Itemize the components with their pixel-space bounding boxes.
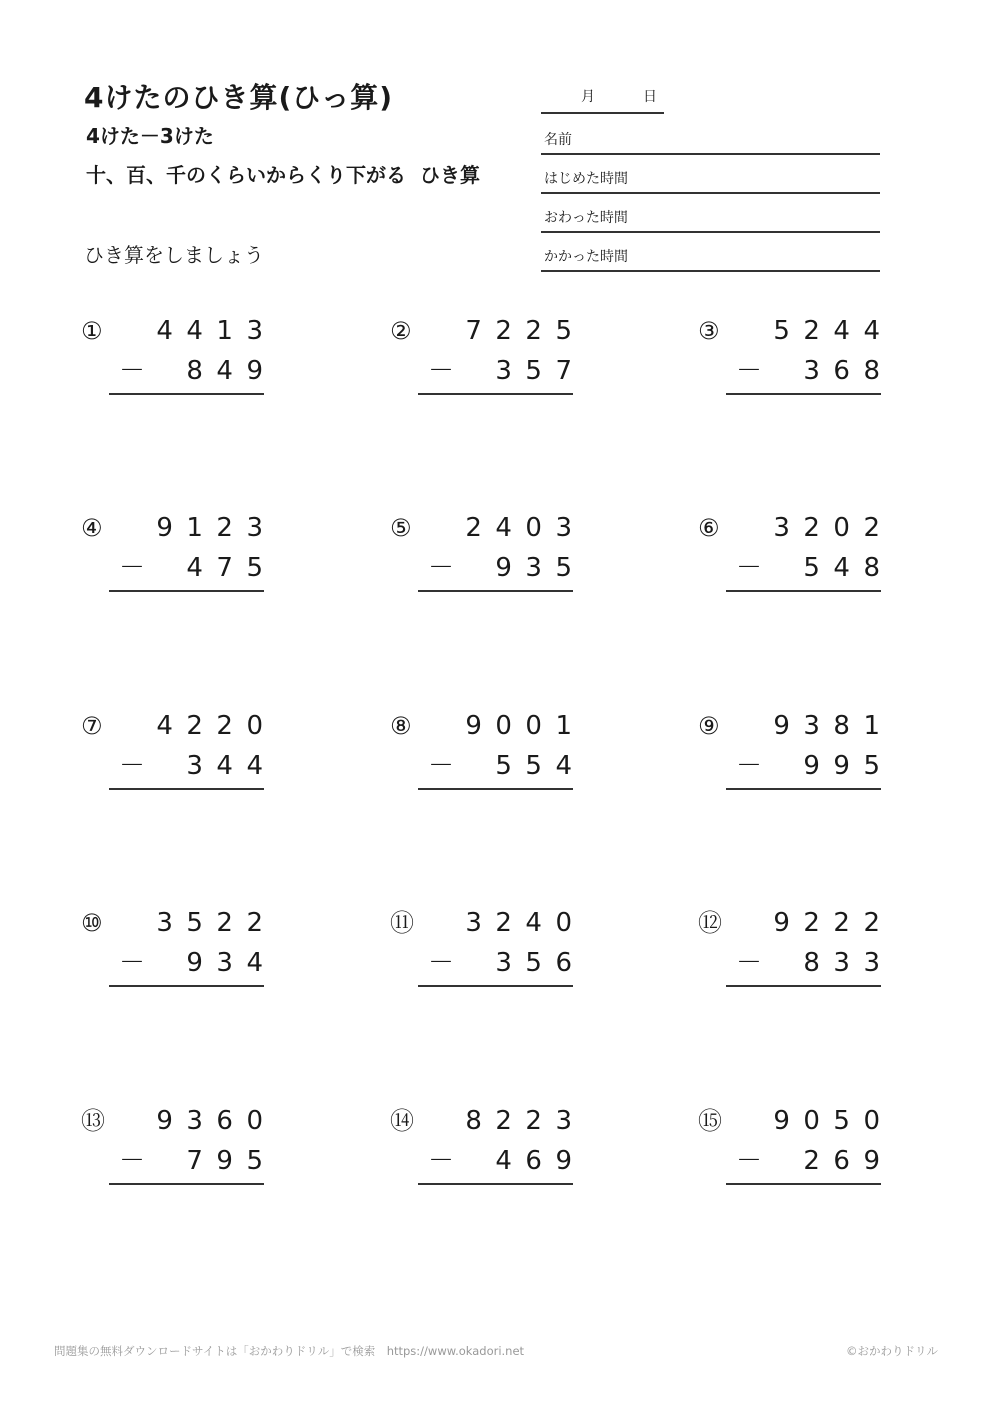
minuend: 7225 [465,316,586,346]
subtrahend: 475 [186,553,277,583]
problem-9 [698,711,894,791]
problem-8 [390,711,586,791]
minus-sign: － [736,1146,763,1176]
answer-line[interactable] [726,393,881,395]
worksheet-title: 4けたのひき算(ひっ算) [84,81,394,114]
name-field[interactable] [541,116,880,155]
minuend: 9001 [465,711,586,741]
problem-11 [390,908,586,988]
subtrahend: 269 [803,1146,894,1176]
subtrahend: 356 [495,948,586,978]
minus-sign: － [119,948,146,978]
problem-number: ⑥ [698,514,720,542]
answer-line[interactable] [726,590,881,592]
worksheet-subtitle: 4けた－3けた [86,124,214,148]
problem-number: ⑤ [390,514,412,542]
footer-site-note: 問題集の無料ダウンロードサイトは「おかわりドリル」で検索 https://www.okadori.net [54,1344,525,1358]
end-time-field[interactable] [541,194,880,233]
topic-main: 十、百、千のくらいからくり下がる [86,163,406,187]
problem-3 [698,316,894,396]
minuend: 3202 [773,513,894,543]
minuend: 4220 [156,711,277,741]
minuend: 9360 [156,1106,277,1136]
elapsed-time-label: かかった時間 [544,249,628,265]
problem-number: ⑫ [698,909,722,937]
answer-line[interactable] [726,1183,881,1185]
start-time-field[interactable] [541,155,880,194]
minuend: 9050 [773,1106,894,1136]
minus-sign: － [736,751,763,781]
problem-number: ⑦ [81,712,103,740]
minus-sign: － [428,553,455,583]
problem-4 [81,513,277,593]
worksheet-topic [86,159,480,188]
day-label: 日 [643,89,657,105]
subtrahend: 795 [186,1146,277,1176]
elapsed-time-field[interactable] [541,233,880,272]
instruction-text: ひき算をしましょう [84,243,264,267]
minus-sign: － [119,751,146,781]
problem-2 [390,316,586,396]
problem-number: ⑬ [81,1107,105,1135]
end-time-label: おわった時間 [544,210,628,226]
problem-number: ③ [698,317,720,345]
problem-15 [698,1106,894,1186]
subtrahend: 849 [186,356,277,386]
minus-sign: － [119,1146,146,1176]
minuend: 5244 [773,316,894,346]
month-label: 月 [581,89,595,105]
problem-13 [81,1106,277,1186]
subtrahend: 469 [495,1146,586,1176]
problem-number: ⑨ [698,712,720,740]
minus-sign: － [428,1146,455,1176]
name-label: 名前 [544,132,572,148]
date-field[interactable] [541,84,664,114]
problem-14 [390,1106,586,1186]
answer-line[interactable] [109,393,264,395]
answer-line[interactable] [109,590,264,592]
minus-sign: － [736,356,763,386]
minuend: 3240 [465,908,586,938]
minuend: 9222 [773,908,894,938]
problem-number: ④ [81,514,103,542]
answer-line[interactable] [726,985,881,987]
problem-number: ① [81,317,103,345]
minus-sign: － [428,948,455,978]
footer-copyright: ©おかわりドリル [846,1344,938,1358]
answer-line[interactable] [418,985,573,987]
answer-line[interactable] [418,1183,573,1185]
problem-number: ⑭ [390,1107,414,1135]
subtrahend: 357 [495,356,586,386]
problem-number: ② [390,317,412,345]
minus-sign: － [119,553,146,583]
subtrahend: 554 [495,751,586,781]
problem-7 [81,711,277,791]
minus-sign: － [428,356,455,386]
subtrahend: 934 [186,948,277,978]
answer-line[interactable] [418,788,573,790]
minus-sign: － [428,751,455,781]
minuend: 9381 [773,711,894,741]
minuend: 4413 [156,316,277,346]
problem-1 [81,316,277,396]
minus-sign: － [736,948,763,978]
subtrahend: 344 [186,751,277,781]
answer-line[interactable] [109,985,264,987]
problem-12 [698,908,894,988]
problem-number: ⑧ [390,712,412,740]
answer-line[interactable] [109,1183,264,1185]
problem-number: ⑮ [698,1107,722,1135]
topic-type: ひき算 [420,163,480,187]
problem-5 [390,513,586,593]
minuend: 2403 [465,513,586,543]
subtrahend: 548 [803,553,894,583]
minus-sign: － [736,553,763,583]
minuend: 9123 [156,513,277,543]
start-time-label: はじめた時間 [544,171,628,187]
answer-line[interactable] [726,788,881,790]
answer-line[interactable] [418,393,573,395]
problem-6 [698,513,894,593]
answer-line[interactable] [418,590,573,592]
minuend: 8223 [465,1106,586,1136]
minuend: 3522 [156,908,277,938]
answer-line[interactable] [109,788,264,790]
subtrahend: 935 [495,553,586,583]
subtrahend: 833 [803,948,894,978]
subtrahend: 368 [803,356,894,386]
problem-10 [81,908,277,988]
minus-sign: － [119,356,146,386]
problem-number: ⑩ [81,909,103,937]
problem-number: ⑪ [390,909,414,937]
subtrahend: 995 [803,751,894,781]
